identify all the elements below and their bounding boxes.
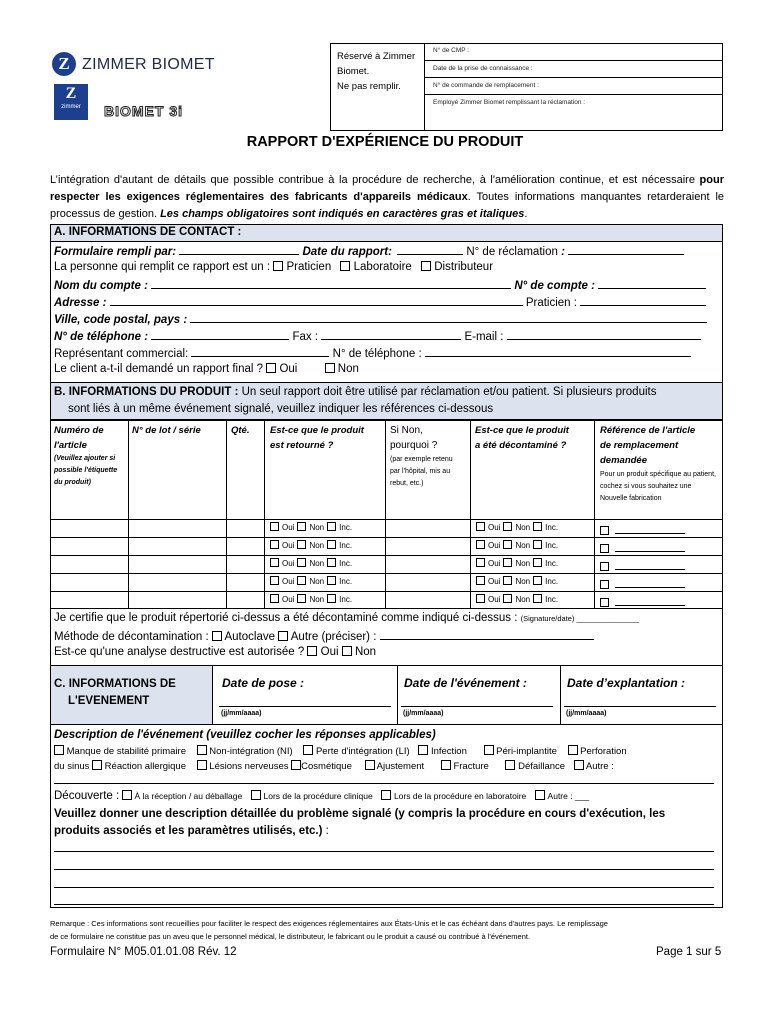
- nouvelle-fabrication-checkbox[interactable]: [600, 598, 609, 607]
- col-decont-header: Est-ce que le produit a été décontaminé ?: [475, 425, 569, 451]
- decontamine-options-row-2: Oui Non Inc.: [476, 540, 558, 550]
- form-rempli-input[interactable]: [179, 244, 299, 255]
- adresse-input[interactable]: [110, 295, 523, 306]
- email-input[interactable]: [507, 329, 701, 340]
- decontamine-inc-checkbox[interactable]: [533, 594, 542, 603]
- retourne-inc-checkbox[interactable]: [327, 594, 336, 603]
- cmp-field[interactable]: N° de CMP :: [433, 47, 470, 54]
- decontamine-non-checkbox[interactable]: [503, 594, 512, 603]
- autoclave-checkbox[interactable]: [212, 631, 222, 641]
- decontamine-oui-checkbox[interactable]: [476, 576, 485, 585]
- col-article-note: (Veuillez ajouter si possible l'étiquette du produit): [54, 455, 118, 486]
- analyse-row: Est-ce qu'une analyse destructive est autorisée ? Oui Non: [54, 646, 377, 658]
- description-options-row1: Manque de stabilité primaire Non-intégration (NI) Perte d'intégration (LI) Infection Péri-implantite Perforation: [54, 745, 627, 757]
- decontamine-inc-checkbox[interactable]: [533, 522, 542, 531]
- lesions-checkbox[interactable]: [197, 760, 207, 770]
- retourne-oui-checkbox[interactable]: [270, 540, 279, 549]
- zimmer-small-logo: Z zimmer: [54, 84, 88, 120]
- zimmer-biomet-logo-text: ZIMMER BIOMET: [82, 56, 215, 73]
- perte-integration-checkbox[interactable]: [303, 745, 313, 755]
- retourne-non-checkbox[interactable]: [297, 522, 306, 531]
- adresse-row: Adresse : Praticien :: [54, 295, 706, 309]
- col-ref-note: Pour un produit spécifique au patient, cochez si vous souhaitez une Nouvelle fabrication: [600, 471, 716, 502]
- date-explantation-label: Date d’explantation :: [567, 676, 686, 690]
- retourne-inc-checkbox[interactable]: [327, 540, 336, 549]
- infection-checkbox[interactable]: [418, 745, 428, 755]
- intro-paragraph: L’intégration d'autant de détails que possible contribue à la procédure de recherche, à l'amélioration continue, et est nécessaire pour respecter les exigences réglementaires des fabricants d'appareils médicaux. Toutes informations manquantes retarderaient le processus de gestion. Les champs obligatoires sont indiqués en caractères gras et italiques.: [50, 174, 725, 220]
- ref-remplacement-row-4: [600, 578, 685, 590]
- praticien-checkbox[interactable]: [273, 261, 283, 271]
- employe-field[interactable]: Employé Zimmer Biomet remplissant la réclamation :: [433, 99, 586, 106]
- decontamine-non-checkbox[interactable]: [503, 558, 512, 567]
- decontamine-options-row-4: Oui Non Inc.: [476, 576, 558, 586]
- fracture-checkbox[interactable]: [441, 760, 451, 770]
- ref-remplacement-row-5: [600, 596, 685, 608]
- decontamine-options-row-3: Oui Non Inc.: [476, 558, 558, 568]
- section-a-header: A. INFORMATIONS DE CONTACT :: [54, 226, 242, 238]
- section-c-header: C. INFORMATIONS DE L'EVENEMENT: [54, 678, 176, 707]
- decontamine-oui-checkbox[interactable]: [476, 540, 485, 549]
- decontamine-non-checkbox[interactable]: [503, 576, 512, 585]
- retourne-options-row-1: Oui Non Inc.: [270, 522, 352, 532]
- ref-remplacement-input[interactable]: [615, 524, 685, 534]
- section-b-header-line2: sont liés à un même événement signalé, veuillez indiquer les références ci-dessous: [68, 403, 494, 415]
- decontamine-inc-checkbox[interactable]: [533, 558, 542, 567]
- zimmer-biomet-logo-icon: Z: [52, 52, 76, 76]
- representant-input[interactable]: [191, 346, 329, 357]
- reclamation-input[interactable]: [568, 244, 684, 255]
- ref-remplacement-input[interactable]: [615, 560, 685, 570]
- perforation-checkbox[interactable]: [568, 745, 578, 755]
- num-compte-input[interactable]: [598, 278, 706, 289]
- nouvelle-fabrication-checkbox[interactable]: [600, 526, 609, 535]
- date-rapport-input[interactable]: [397, 244, 463, 255]
- retourne-oui-checkbox[interactable]: [270, 594, 279, 603]
- reception-checkbox[interactable]: [122, 790, 132, 800]
- col-qte-header: Qté.: [231, 425, 250, 436]
- reserved-label: Réservé à Zimmer Biomet. Ne pas remplir.: [337, 51, 416, 92]
- ref-remplacement-row-3: [600, 560, 685, 572]
- decontamine-oui-checkbox[interactable]: [476, 594, 485, 603]
- col-article-header: Numéro de l'article: [54, 425, 104, 451]
- telephone-row: N° de téléphone : Fax : E-mail :: [54, 329, 701, 343]
- rapport-final-non-checkbox[interactable]: [325, 363, 335, 373]
- retourne-inc-checkbox[interactable]: [327, 558, 336, 567]
- biomet-3i-logo: BIOMET 3i: [104, 103, 184, 119]
- autre-methode-input[interactable]: [380, 629, 594, 640]
- nouvelle-fabrication-checkbox[interactable]: [600, 544, 609, 553]
- personne-row: La personne qui remplit ce rapport est un : Praticien Laboratoire Distributeur: [54, 261, 494, 273]
- date-evenement-input[interactable]: [401, 706, 553, 707]
- retourne-options-row-2: Oui Non Inc.: [270, 540, 352, 550]
- peri-implantite-checkbox[interactable]: [484, 745, 494, 755]
- retourne-non-checkbox[interactable]: [297, 558, 306, 567]
- decouverte-row: Découverte : À la réception / au déballage Lors de la procédure clinique Lors de la procédure en laboratoire Autre : ___: [54, 790, 590, 802]
- autre-description-checkbox[interactable]: [574, 760, 584, 770]
- form-rempli-row: Formulaire rempli par: Date du rapport: N° de réclamation :: [54, 244, 684, 258]
- date-evenement-label: Date de l'événement :: [404, 676, 527, 690]
- analyse-non-checkbox[interactable]: [342, 646, 352, 656]
- decontamine-oui-checkbox[interactable]: [476, 522, 485, 531]
- decontamine-options-row-5: Oui Non Inc.: [476, 594, 558, 604]
- footnote: Remarque : Ces informations sont recueillies pour faciliter le respect des exigences réglementaires aux États-Unis et le cas échéant dans d'autres pays. Le remplissage de ce formulaire ne constitue pas un aveu que le personnel médical, le distributeur, le fabricant ou le produit a causé ou contribué à l'événement.: [50, 919, 608, 941]
- col-ref-header: Référence de l'article de remplacement demandée: [600, 425, 696, 466]
- defaillance-checkbox[interactable]: [505, 760, 515, 770]
- col-lot-header: N° de lot / série: [132, 425, 201, 436]
- telephone2-input[interactable]: [425, 346, 691, 357]
- ref-remplacement-input[interactable]: [615, 542, 685, 552]
- ref-remplacement-row-1: [600, 524, 685, 536]
- distributeur-checkbox[interactable]: [421, 261, 431, 271]
- autre-methode-checkbox[interactable]: [278, 631, 288, 641]
- methode-row: Méthode de décontamination : Autoclave Autre (préciser) :: [54, 629, 594, 643]
- description-label: Description de l'événement (veuillez cocher les réponses applicables): [54, 729, 436, 741]
- veuillez-label: Veuillez donner une description détaillée du problème signalé (y compris la procédure en cours d'exécution, les produits associés et les paramètres utilisés, etc.) :: [54, 808, 666, 837]
- rapport-final-row: Le client a-t-il demandé un rapport final ? Oui Non: [54, 363, 359, 375]
- nouvelle-fabrication-checkbox[interactable]: [600, 562, 609, 571]
- retourne-oui-checkbox[interactable]: [270, 522, 279, 531]
- analyse-oui-checkbox[interactable]: [307, 646, 317, 656]
- decontamine-inc-checkbox[interactable]: [533, 540, 542, 549]
- description-line-3[interactable]: [54, 887, 714, 888]
- fax-input[interactable]: [321, 329, 461, 340]
- col-sinon-header: Si Non, pourquoi ?: [390, 425, 438, 451]
- decontamine-oui-checkbox[interactable]: [476, 558, 485, 567]
- praticien-input[interactable]: [580, 295, 706, 306]
- laboratoire-checkbox[interactable]: [340, 261, 350, 271]
- nouvelle-fabrication-checkbox[interactable]: [600, 580, 609, 589]
- ref-remplacement-input[interactable]: [615, 578, 685, 588]
- description-line-1[interactable]: [54, 851, 714, 852]
- ville-row: Ville, code postal, pays :: [54, 312, 707, 326]
- rapport-final-oui-checkbox[interactable]: [266, 363, 276, 373]
- decontamine-options-row-1: Oui Non Inc.: [476, 522, 558, 532]
- decontamine-non-checkbox[interactable]: [503, 540, 512, 549]
- section-b-header: B. INFORMATIONS DU PRODUIT : Un seul rapport doit être utilisé par réclamation et/ou patient. Si plusieurs produits: [54, 386, 657, 398]
- retourne-inc-checkbox[interactable]: [327, 522, 336, 531]
- retourne-options-row-3: Oui Non Inc.: [270, 558, 352, 568]
- nom-compte-row: Nom du compte : N° de compte :: [54, 278, 706, 292]
- date-pose-label: Date de pose :: [222, 676, 305, 690]
- retourne-options-row-4: Oui Non Inc.: [270, 576, 352, 586]
- retourne-non-checkbox[interactable]: [297, 576, 306, 585]
- description-line-2[interactable]: [54, 869, 714, 870]
- col-sinon-note: (par exemple retenu par l'hôpital, mis au rebut, etc.): [390, 456, 453, 487]
- certifie-row: Je certifie que le produit répertorié ci-dessus a été décontaminé comme indiqué ci-dessus : (Signature/date) _______________: [54, 612, 640, 624]
- non-integration-checkbox[interactable]: [197, 745, 207, 755]
- stabilite-checkbox[interactable]: [54, 745, 64, 755]
- retourne-non-checkbox[interactable]: [297, 594, 306, 603]
- decontamine-inc-checkbox[interactable]: [533, 576, 542, 585]
- telephone-input[interactable]: [151, 329, 289, 340]
- autre-description-input[interactable]: [54, 783, 714, 784]
- autre-decouverte-checkbox[interactable]: [535, 790, 545, 800]
- description-line-4[interactable]: [54, 904, 714, 905]
- procedure-laboratoire-checkbox[interactable]: [381, 790, 391, 800]
- date-prise-field[interactable]: Date de la prise de connaissance :: [433, 65, 533, 72]
- ajustement-checkbox[interactable]: [365, 760, 375, 770]
- ville-input[interactable]: [190, 312, 707, 323]
- representant-row: Représentant commercial: N° de téléphone :: [54, 346, 691, 360]
- procedure-clinique-checkbox[interactable]: [251, 790, 261, 800]
- retourne-non-checkbox[interactable]: [297, 540, 306, 549]
- date-explantation-input[interactable]: [564, 706, 716, 707]
- page-title: RAPPORT D'EXPÉRIENCE DU PRODUIT: [246, 134, 524, 150]
- ref-remplacement-row-2: [600, 542, 685, 554]
- ref-remplacement-input[interactable]: [615, 596, 685, 606]
- commande-field[interactable]: N° de commande de remplacement :: [433, 82, 539, 89]
- date-pose-input[interactable]: [219, 706, 391, 707]
- retourne-inc-checkbox[interactable]: [327, 576, 336, 585]
- page-number: Page 1 sur 5: [656, 946, 722, 958]
- description-options-row2: du sinus Réaction allergique Lésions nerveuses Cosmétique Ajustement Fracture Défaillance Autre :: [54, 761, 614, 772]
- form-number: Formulaire N° M05.01.01.08 Rév. 12: [50, 946, 237, 958]
- nom-compte-input[interactable]: [151, 278, 511, 289]
- cosmetique-checkbox[interactable]: [291, 760, 301, 770]
- allergique-checkbox[interactable]: [92, 760, 102, 770]
- col-retourne-header: Est-ce que le produit est retourné ?: [270, 425, 364, 451]
- signature-field[interactable]: (Signature/date) _______________: [520, 614, 640, 623]
- retourne-options-row-5: Oui Non Inc.: [270, 594, 352, 604]
- decontamine-non-checkbox[interactable]: [503, 522, 512, 531]
- retourne-oui-checkbox[interactable]: [270, 576, 279, 585]
- retourne-oui-checkbox[interactable]: [270, 558, 279, 567]
